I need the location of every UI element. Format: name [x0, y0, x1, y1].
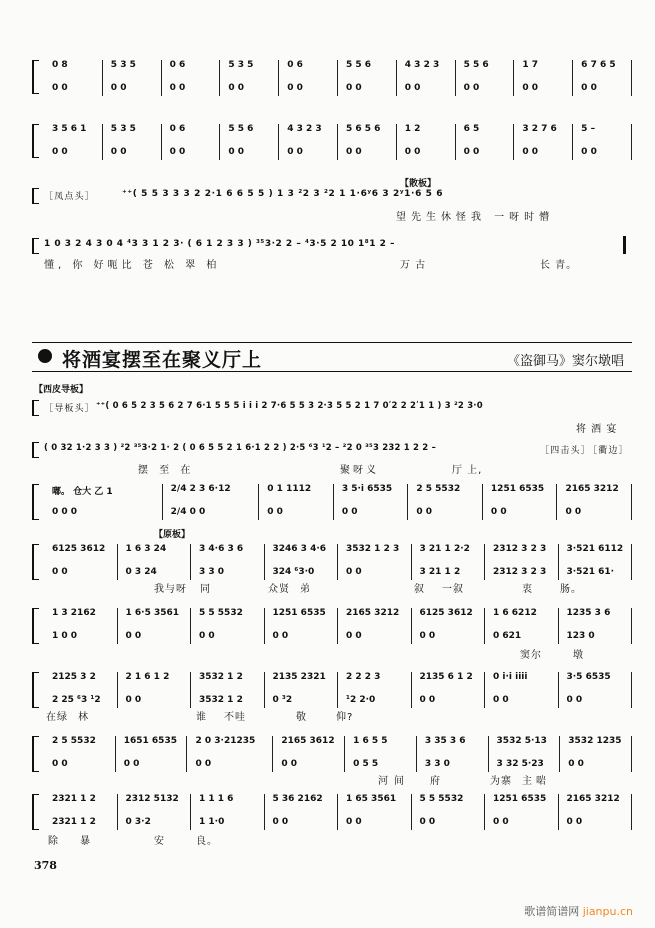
measure-bottom: 0 0: [125, 695, 142, 705]
score-system-4: [32, 542, 632, 594]
system-bracket: [32, 736, 39, 772]
measure-top: 0 8: [52, 60, 68, 70]
lyric: 一叙: [442, 584, 464, 595]
measure-top: 2 5 5532: [416, 484, 461, 494]
measure-top: 4 3 2 3: [404, 60, 440, 70]
measure-top: 3 4·6 3 6: [199, 544, 244, 554]
measure-bottom: 0 3·2: [125, 817, 151, 827]
measure-bottom: 0 0: [566, 817, 583, 827]
measure-top: 1 1 1 6: [199, 794, 234, 804]
measure-top: 2165 3612: [281, 736, 335, 746]
measure-top: 2135 2321: [272, 672, 326, 682]
measure-top: 4 3 2 3: [287, 124, 322, 134]
measure-bottom: 0 0: [110, 83, 127, 93]
measure-top: 5 5 5532: [199, 608, 243, 618]
system-bracket: [32, 544, 39, 580]
measure-top: 1 6 3 24: [125, 544, 167, 554]
measure-top: 2312 5132: [125, 794, 179, 804]
measure-bottom: 0 3 24: [125, 567, 157, 577]
measure-top: 5 5 6: [345, 60, 372, 70]
measure-bottom: 0 0: [199, 631, 215, 641]
lyrics-line: 厅 上,: [452, 465, 483, 476]
measure-top: 3532 1235: [568, 736, 622, 746]
notes-line: 1 0 3 2 4 3 0 4 ⁴3 3 1 2 3· ( 6 1 2 3 3 ) ³⁵3·2 2 – ⁴3·5 2 10 1⁸1 2 –: [44, 239, 396, 249]
song-title: 将酒宴摆至在聚义厅上: [62, 349, 263, 371]
lyric: 暴: [80, 836, 91, 847]
measure-bottom: 2/4 0 0: [170, 507, 206, 517]
measure-top: 5 36 2162: [272, 794, 323, 804]
lyric: 谁: [196, 712, 207, 723]
measure-top: 5 3 5: [110, 60, 136, 70]
measure-bottom: 2312 3 2 3: [493, 567, 547, 577]
lyric: 衷: [522, 584, 533, 595]
measure-top: 0 6: [287, 60, 303, 70]
system-bracket: [32, 60, 39, 94]
lyric: 除: [48, 836, 59, 847]
score-system-7: [32, 734, 632, 786]
measure-bottom: 0 0: [404, 83, 421, 93]
measure-bottom: 0 0: [581, 83, 597, 93]
lyric: 安: [154, 836, 165, 847]
measure-bottom: 0 0: [52, 83, 68, 93]
watermark-en: jianpu.cn: [582, 905, 633, 918]
system-bracket: [32, 400, 39, 416]
lyric: 敬: [296, 712, 307, 723]
measure-bottom: 0 0: [565, 507, 582, 517]
measure-bottom: 0 0: [52, 147, 68, 157]
lyrics-line: 摆 至 在: [138, 465, 195, 476]
lyric: 主啱: [522, 776, 550, 787]
measure-top: 2125 3 2: [52, 672, 96, 682]
measure-bottom: 0 0: [493, 695, 509, 705]
system-bracket: [32, 238, 39, 254]
free-line-4: [32, 440, 632, 476]
measure-top: 5 3 5: [110, 124, 136, 134]
measure-top: 3 5 6 1: [52, 124, 87, 134]
system-bracket: [32, 794, 39, 830]
measure-bottom: 0 0: [287, 147, 303, 157]
lyrics-line: 懂, 你 好呃比 苍 松 翠 柏: [44, 260, 221, 271]
measure-bottom: 1 0 0: [52, 631, 78, 641]
measure-bottom: 0 0: [522, 83, 539, 93]
lyric: 窦尔: [520, 650, 542, 661]
measure-top: 3532 1 2 3: [346, 544, 400, 554]
measure-bottom: 3·521 61·: [566, 567, 615, 577]
measure-bottom: 0 0: [346, 567, 362, 577]
score-system-6: [32, 670, 632, 722]
measure-top: 0 1 1112: [267, 484, 312, 494]
measure-top: 1 6·5 3561: [125, 608, 180, 618]
measure-bottom: 0 0: [341, 507, 358, 517]
measure-top: 6 7 6 5: [581, 60, 616, 70]
lyric: 林: [78, 712, 89, 723]
measure-bottom: 0 0 0: [52, 507, 78, 517]
measure-bottom: 0 0: [125, 631, 142, 641]
measure-top: 2165 3212: [346, 608, 400, 618]
measure-top: 0 i·i iiii: [493, 672, 528, 682]
measure-bottom: 0 0: [493, 817, 509, 827]
measure-top: 2135 6 1 2: [419, 672, 473, 682]
score-system-2: [32, 122, 632, 160]
measure-bottom: 0 0: [169, 147, 186, 157]
lyric: 弟: [300, 584, 311, 595]
measure-top: 1251 6535: [490, 484, 545, 494]
measure-bottom: 0 621: [493, 631, 522, 641]
measure-bottom: 0 0: [566, 695, 583, 705]
measure-top: 2/4 2 3 6·12: [170, 484, 231, 494]
measure-top: 2 1 6 1 2: [125, 672, 170, 682]
measure-bottom: 0 0: [463, 147, 480, 157]
measure-top: 1 65 3561: [346, 794, 397, 804]
measure-top: 0 6: [169, 124, 186, 134]
measure-bottom: 3 21 1 2: [419, 567, 461, 577]
lyrics-line: 望先生休怪我 一呀时懵: [396, 212, 555, 223]
lyric: 叙: [414, 584, 425, 595]
measure-top: 2321 1 2: [52, 794, 96, 804]
measure-bottom: 1 1·0: [199, 817, 225, 827]
measure-top: 2 5 5532: [52, 736, 96, 746]
measure-bottom: 0 5 5: [353, 759, 379, 769]
page-number: 378: [34, 859, 57, 872]
measure-top: 2 0 3·21235: [195, 736, 256, 746]
measure-bottom: 0 0: [228, 147, 245, 157]
system-bracket: [32, 442, 39, 458]
lyric: 我与呀: [154, 584, 187, 595]
measure-bottom: 0 0: [419, 817, 436, 827]
free-line-3: [32, 398, 632, 434]
percussion-label: ［衢边］: [588, 446, 629, 456]
system-bracket: [32, 188, 39, 204]
measure-top: 2165 3212: [566, 794, 620, 804]
measure-top: 3246 3 4·6: [272, 544, 327, 554]
measure-bottom: 3 3 0: [199, 567, 225, 577]
measure-top: 3 35 3 6: [424, 736, 466, 746]
measure-top: 1251 6535: [493, 794, 547, 804]
lyric: 府: [430, 776, 441, 787]
measure-bottom: 3 32 5·23: [496, 759, 544, 769]
measure-top: 嘟。 仓大 乙 1: [52, 487, 113, 497]
measure-top: 1651 6535: [123, 736, 177, 746]
system-bracket: [32, 124, 39, 158]
measure-bottom: 0 ³2: [272, 695, 293, 705]
measure-bottom: 0 0: [267, 507, 283, 517]
measure-bottom: 0 0: [228, 83, 245, 93]
bullet-icon: [38, 349, 52, 363]
tempo-marking-xipi: 【西皮导板】: [34, 385, 89, 395]
system-bracket: [32, 484, 39, 520]
measure-top: 5 6 5 6: [345, 124, 381, 134]
percussion-label: ［凤点头］: [44, 192, 96, 202]
lyric: 仰?: [336, 712, 354, 723]
measure-bottom: 3532 1 2: [199, 695, 243, 705]
measure-bottom: 0 0: [419, 695, 436, 705]
score-system-8: [32, 792, 632, 847]
free-line-1: [32, 179, 632, 224]
measure-bottom: 0 0: [272, 631, 289, 641]
measure-bottom: 0 0: [404, 147, 421, 157]
lyrics-line: 万 古: [400, 260, 427, 271]
score-system-5: [32, 606, 632, 661]
measure-bottom: ¹2 2·0: [346, 695, 376, 705]
lyrics-line: 长 青。: [540, 260, 578, 271]
measure-bottom: 0 0: [419, 631, 436, 641]
lyric: 河间: [378, 776, 410, 787]
lyric: 同: [200, 584, 211, 595]
measure-bottom: 0 0: [522, 147, 539, 157]
measure-top: 6 5: [463, 124, 480, 134]
tempo-marking-yuanban: 【原板】: [154, 530, 191, 540]
measure-bottom: 2 25 ⁶3 ¹2: [52, 695, 101, 705]
measure-bottom: 324 ⁶3·0: [272, 567, 315, 577]
measure-bottom: 2321 1 2: [52, 817, 96, 827]
measure-top: 1 6 6212: [493, 608, 537, 618]
lyrics-line: 将 酒 宴: [576, 424, 618, 435]
measure-bottom: 0 0: [123, 759, 140, 769]
measure-top: 3·521 6112: [566, 544, 624, 554]
lyric: 良。: [196, 836, 218, 847]
measure-top: 1251 6535: [272, 608, 326, 618]
measure-bottom: 123 0: [566, 631, 595, 641]
measure-bottom: 0 0: [195, 759, 212, 769]
measure-bottom: 0 0: [346, 631, 362, 641]
free-line-2: [32, 236, 632, 272]
measure-top: 2165 3212: [565, 484, 619, 494]
measure-top: 1 3 2162: [52, 608, 96, 618]
measure-top: 5 –: [581, 124, 596, 134]
score-system-1: [32, 58, 632, 96]
lyric: 不哇: [224, 712, 246, 723]
measure-top: 3532 5·13: [496, 736, 547, 746]
measure-bottom: 0 0: [346, 817, 362, 827]
lyric: 为寨: [490, 776, 512, 787]
tempo-marking-sanban: 【散板】: [400, 179, 437, 189]
measure-bottom: 0 0: [581, 147, 597, 157]
measure-top: 5 5 6: [228, 124, 254, 134]
measure-top: 2312 3 2 3: [493, 544, 547, 554]
measure-bottom: 0 0: [281, 759, 298, 769]
measure-top: 3·5 6535: [566, 672, 611, 682]
measure-bottom: 0 0: [287, 83, 303, 93]
measure-top: 3 2 7 6: [522, 124, 557, 134]
measure-top: 1 6 5 5: [353, 736, 388, 746]
watermark-cn: 歌谱简谱网: [524, 905, 580, 918]
system-bracket: [32, 608, 39, 644]
measure-top: 5 5 5532: [419, 794, 464, 804]
measure-bottom: 0 0: [568, 759, 584, 769]
lyric: 肠。: [560, 584, 582, 595]
percussion-label: ［导板头］: [44, 404, 96, 414]
measure-bottom: 0 0: [345, 83, 362, 93]
lyrics-line: 聚呀义: [340, 465, 379, 476]
notes-line: ⁺⁺( 0 6 5 2 3 5 6 2 7 6·1 5 5 5 i i i 2 7·6 5 5 3 2·3 5 5 2 1 7 0ʹ2 2 2ʹ1 1 ) 3 ²2 3·0: [96, 401, 483, 411]
percussion-label: ［四击头］: [540, 446, 592, 456]
watermark: [524, 903, 633, 919]
measure-bottom: 0 0: [110, 147, 127, 157]
measure-top: 3 21 1 2·2: [419, 544, 470, 554]
measure-bottom: 0 0: [169, 83, 186, 93]
score-system-3: [32, 482, 632, 522]
notes-line: ⁺⁺( 5 5 3 3 3 2 2·1 6 6 5 5 ) 1 3 ²2 3 ²2 1 1·6ʸ6 3 2ʸ1·6 5 6: [122, 189, 444, 199]
measure-top: 1235 3 6: [566, 608, 611, 618]
lyric: 墩: [573, 650, 584, 661]
system-bracket: [32, 672, 39, 708]
measure-top: 3 5·i 6535: [341, 484, 393, 494]
notes-line: ( 0 32 1·2 3 3 ) ²2 ³⁵3·2 1· 2 ( 0 6 5 5 2 1 6·1 2 2 ) 2·5 ⁶3 ¹2 – ²2 0 ³⁵3 232 1 2 2 –: [44, 443, 437, 453]
measure-top: 6125 3612: [52, 544, 106, 554]
measure-top: 3532 1 2: [199, 672, 243, 682]
measure-top: 6125 3612: [419, 608, 473, 618]
measure-top: 5 3 5: [228, 60, 254, 70]
measure-top: 1 2: [404, 124, 421, 134]
measure-bottom: 0 0: [463, 83, 480, 93]
measure-top: 5 5 6: [463, 60, 489, 70]
measure-bottom: 0 0: [345, 147, 362, 157]
measure-bottom: 0 0: [416, 507, 433, 517]
lyric: 在绿: [46, 712, 68, 723]
measure-top: 1 7: [522, 60, 539, 70]
final-barline: [623, 236, 626, 254]
lyric: 众贤: [268, 584, 290, 595]
measure-top: 2 2 2 3: [346, 672, 381, 682]
measure-bottom: 0 0: [490, 507, 507, 517]
measure-bottom: 3 3 0: [424, 759, 450, 769]
measure-top: 0 6: [169, 60, 186, 70]
song-subtitle: 《盗御马》窦尔墩唱: [506, 354, 624, 369]
measure-bottom: 0 0: [52, 759, 68, 769]
section-header: [32, 342, 632, 372]
measure-bottom: 0 0: [52, 567, 68, 577]
measure-bottom: 0 0: [272, 817, 289, 827]
